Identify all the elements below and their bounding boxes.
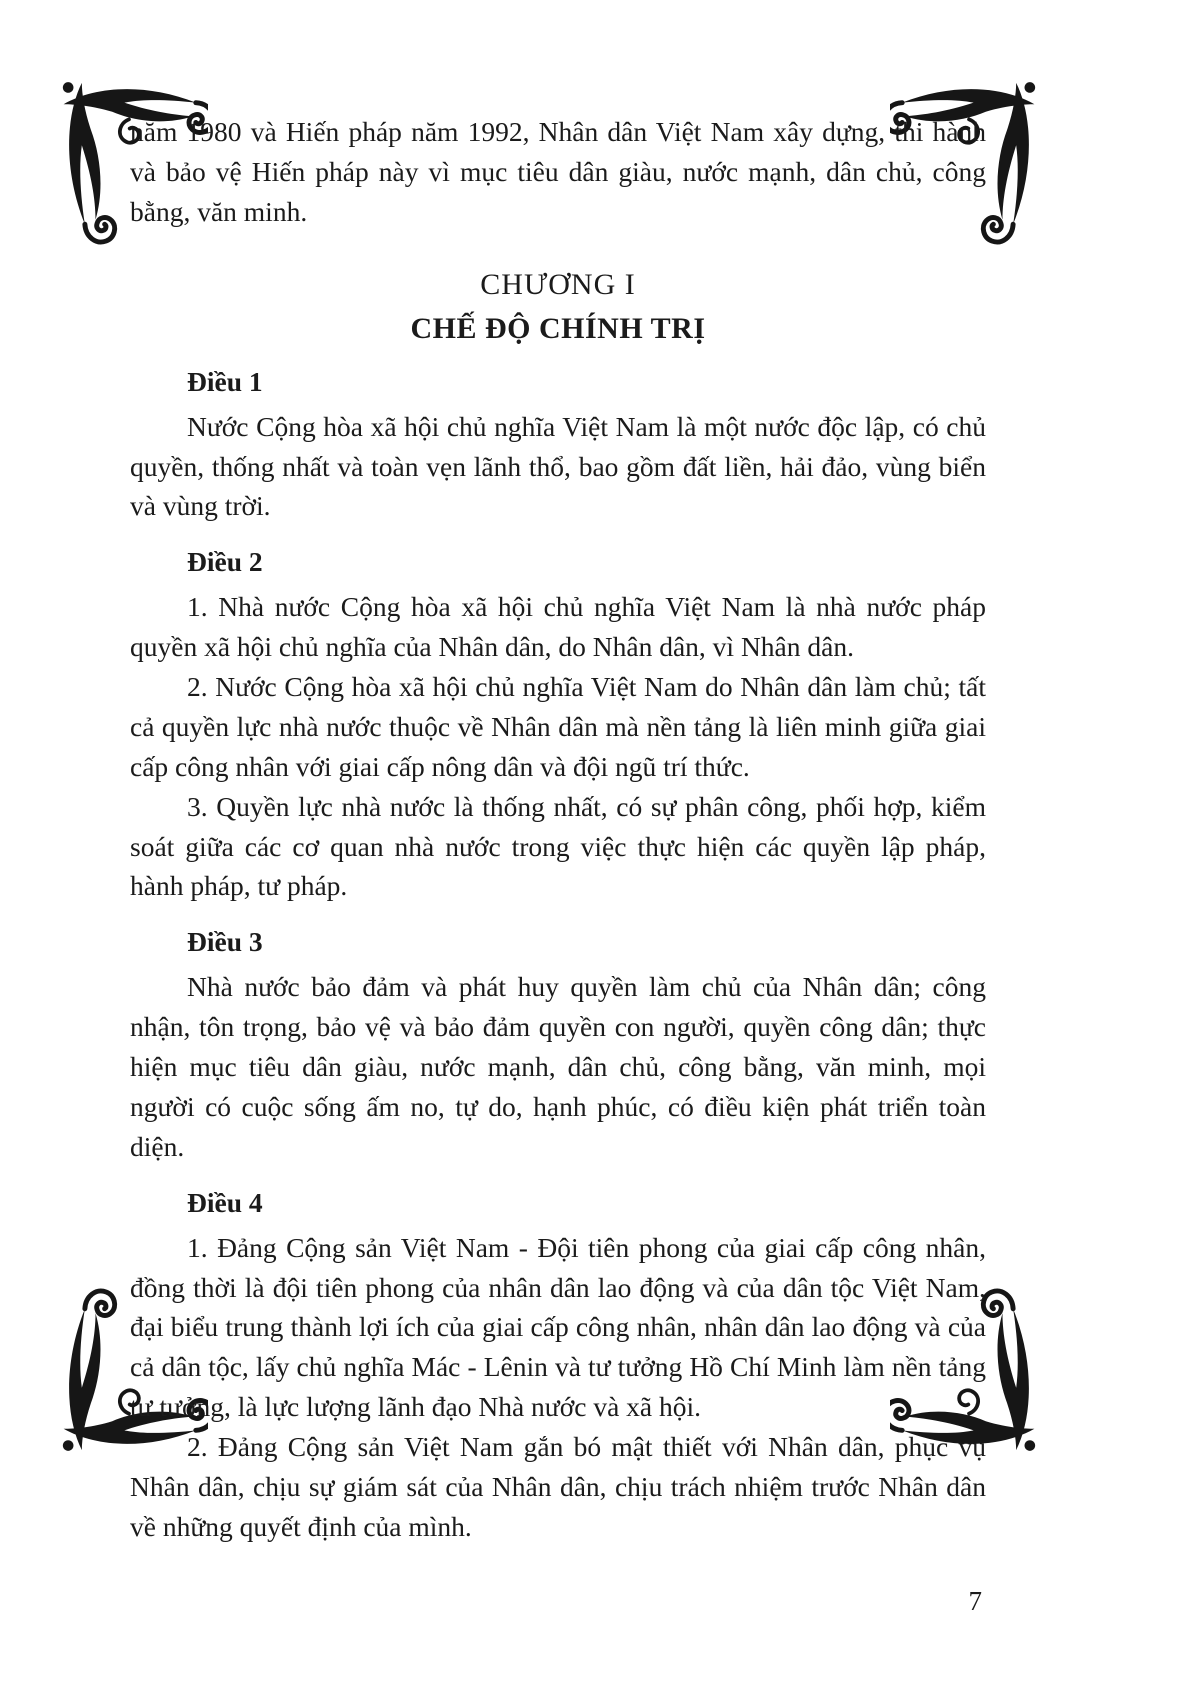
article-4-heading: Điều 4	[187, 1186, 263, 1218]
chapter-number: CHƯƠNG I	[480, 267, 636, 301]
article-3-heading: Điều 3	[187, 926, 263, 958]
article-4	[130, 1187, 986, 1547]
article-4-paragraph-2: 2. Đảng Cộng sản Việt Nam gắn bó mật thiết với Nhân dân, phục vụ Nhân dân, chịu sự giám sát của Nhân dân, chịu trách nhiệm trước Nhân dân về những quyết định của mình.	[130, 1431, 986, 1542]
article-1	[130, 366, 986, 527]
article-4-paragraph-1: 1. Đảng Cộng sản Việt Nam - Đội tiên phong của giai cấp công nhân, đồng thời là đội tiên phong của nhân dân lao động và của dân tộc Việt Nam, đại biểu trung thành lợi ích của giai cấp công nhân, nhân dân lao động và của cả dân tộc, lấy chủ nghĩa Mác - Lênin và tư tưởng Hồ Chí Minh làm nền tảng tư tưởng, là lực lượng lãnh đạo Nhà nước và xã hội.	[130, 1231, 986, 1423]
article-1-paragraph-1: Nước Cộng hòa xã hội chủ nghĩa Việt Nam là một nước độc lập, có chủ quyền, thống nhất và toàn vẹn lãnh thổ, bao gồm đất liền, hải đảo, vùng biển và vùng trời.	[130, 410, 986, 522]
article-2	[130, 546, 986, 906]
article-2-heading: Điều 2	[187, 546, 263, 578]
article-2-paragraph-2: 2. Nước Cộng hòa xã hội chủ nghĩa Việt Nam do Nhân dân làm chủ; tất cả quyền lực nhà nước thuộc về Nhân dân mà nền tảng là liên minh giữa giai cấp công nhân với giai cấp nông dân và đội ngũ trí thức.	[130, 671, 986, 782]
page-content	[130, 112, 986, 1547]
page-number: 7	[968, 1586, 982, 1616]
continuation-paragraph: năm 1980 và Hiến pháp năm 1992, Nhân dân Việt Nam xây dựng, thi hành và bảo vệ Hiến pháp này vì mục tiêu dân giàu, nước mạnh, dân chủ, công bằng, văn minh.	[130, 116, 986, 227]
article-3	[130, 926, 986, 1166]
article-2-paragraph-3: 3. Quyền lực nhà nước là thống nhất, có sự phân công, phối hợp, kiểm soát giữa các cơ quan nhà nước trong việc thực hiện các quyền lập pháp, hành pháp, tư pháp.	[130, 790, 986, 902]
article-3-paragraph-1: Nhà nước bảo đảm và phát huy quyền làm chủ của Nhân dân; công nhận, tôn trọng, bảo vệ và bảo đảm quyền con người, quyền công dân; thực hiện mục tiêu dân giàu, nước mạnh, dân chủ, công bằng, văn minh, mọi người có cuộc sống ấm no, tự do, hạnh phúc, có điều kiện phát triển toàn diện.	[130, 971, 986, 1162]
chapter-title: CHẾ ĐỘ CHÍNH TRỊ	[410, 311, 706, 345]
article-1-heading: Điều 1	[187, 365, 263, 397]
article-2-paragraph-1: 1. Nhà nước Cộng hòa xã hội chủ nghĩa Việt Nam là nhà nước pháp quyền xã hội chủ nghĩa của Nhân dân, do Nhân dân, vì Nhân dân.	[130, 591, 986, 663]
